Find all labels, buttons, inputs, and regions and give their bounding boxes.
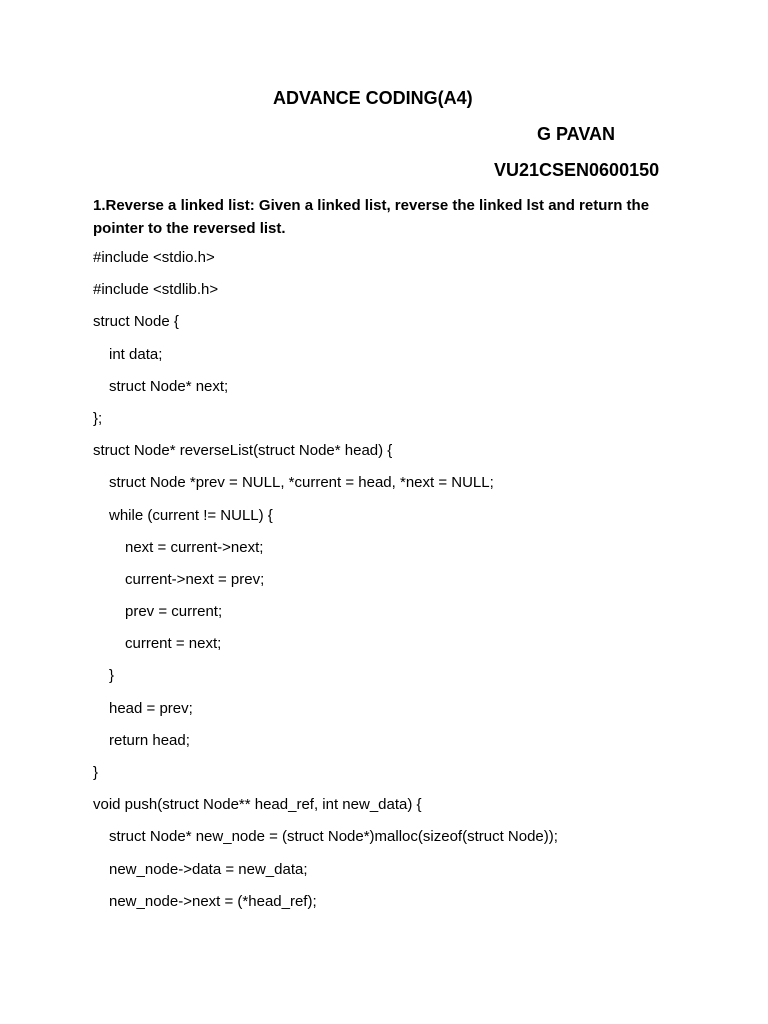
author-name: G PAVAN (537, 124, 616, 144)
code-block (93, 248, 558, 924)
code-line: struct Node *prev = NULL, *current = head, *next = NULL; (109, 474, 494, 492)
code-line: } (93, 764, 99, 781)
document-title: ADVANCE CODING(A4) (273, 88, 473, 108)
code-line: } (109, 667, 115, 685)
code-line: struct Node* next; (109, 377, 229, 395)
code-line: new_node->next = (*head_ref); (109, 892, 317, 910)
code-line: struct Node { (93, 313, 179, 331)
code-line: void push(struct Node** head_ref, int new_data) { (93, 796, 422, 814)
code-line: struct Node* new_node = (struct Node*)malloc(sizeof(struct Node)); (109, 828, 558, 846)
code-line: current = next; (125, 635, 222, 653)
code-line: #include <stdlib.h> (93, 281, 219, 299)
code-line: while (current != NULL) { (109, 506, 273, 524)
code-line: int data; (109, 345, 163, 363)
question-text: 1.Reverse a linked list: Given a linked list, reverse the linked lst and return the pointer to the reversed list. (93, 197, 650, 237)
code-line: next = current->next; (125, 538, 264, 556)
code-line: head = prev; (109, 699, 193, 717)
code-line: #include <stdio.h> (93, 249, 215, 266)
registration-number: VU21CSEN0600150 (494, 160, 660, 180)
code-line: return head; (109, 731, 190, 749)
code-line: }; (93, 409, 103, 427)
code-line: new_node->data = new_data; (109, 860, 308, 878)
code-line: prev = current; (125, 603, 223, 621)
code-line: current->next = prev; (125, 570, 265, 588)
code-line: struct Node* reverseList(struct Node* head) { (93, 442, 393, 460)
